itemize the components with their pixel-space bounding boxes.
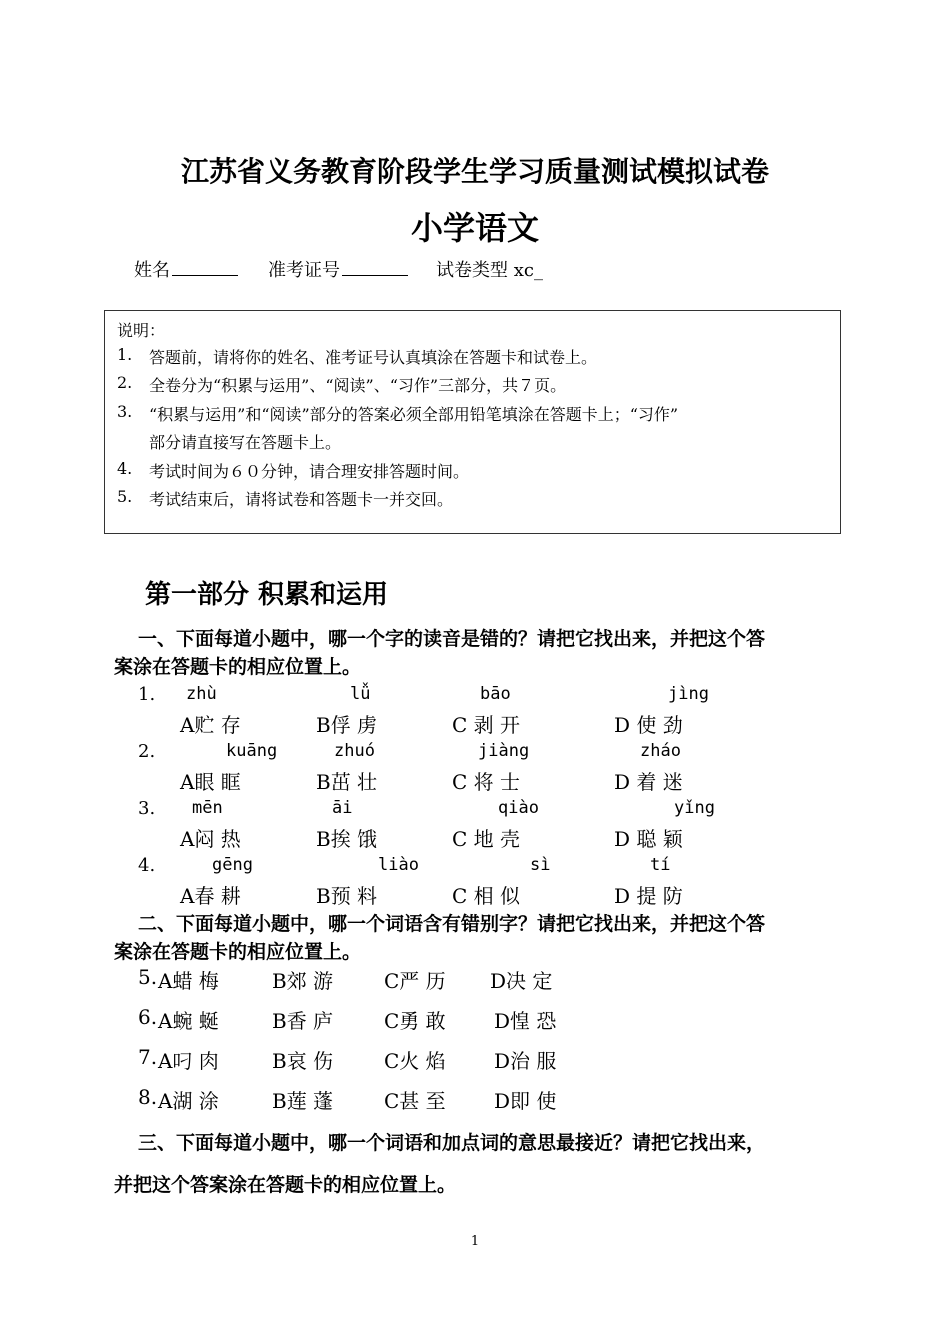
exam-subtitle: 小学语文: [410, 209, 539, 247]
question-number: 5.: [138, 965, 158, 989]
answer-option: D治 服: [494, 1049, 557, 1073]
answer-option: D 提 防: [614, 884, 683, 908]
answer-option: B郊 游: [272, 969, 334, 993]
answer-option: C 地 壳: [452, 827, 521, 851]
answer-option: C火 焰: [384, 1049, 446, 1073]
page-number: 1: [470, 1234, 480, 1249]
answer-option: C甚 至: [384, 1089, 446, 1113]
answer-option: B茁 壮: [316, 770, 378, 794]
pinyin: lǚ: [350, 684, 371, 704]
question-number: 6.: [138, 1005, 158, 1029]
pinyin: liào: [378, 855, 419, 875]
paper-type-field: [436, 256, 543, 282]
question-number: 1.: [138, 684, 156, 705]
name-label: 姓名: [134, 260, 170, 281]
instruction-text: “积累与运用”和“阅读”部分的答案必须全部用铅笔填涂在答题卡上；“习作”: [149, 405, 679, 424]
paper-type-label: 试卷类型 xc_: [436, 260, 543, 281]
answer-option: B挨 饿: [316, 827, 378, 851]
question-heading: 三、下面每道小题中，哪一个词语和加点词的意思最接近？请把它找出来，: [138, 1132, 766, 1154]
question-number: 3.: [138, 798, 156, 819]
exam-id-field: [268, 256, 408, 282]
answer-option: B哀 伤: [272, 1049, 334, 1073]
question-heading: 案涂在答题卡的相应位置上。: [114, 656, 362, 678]
question-heading: 并把这个答案涂在答题卡的相应位置上。: [114, 1174, 457, 1196]
answer-option: A闷 热: [180, 827, 241, 851]
instruction-number: 2.: [117, 373, 133, 392]
instruction-text: 答题前，请将你的姓名、准考证号认真填涂在答题卡和试卷上。: [149, 348, 598, 367]
exam-id-blank: [342, 259, 408, 276]
answer-option: A蜡 梅: [158, 969, 219, 993]
pinyin: āi: [332, 798, 353, 818]
pinyin: yǐng: [674, 798, 715, 818]
answer-option: C严 历: [384, 969, 446, 993]
answer-option: C 剥 开: [452, 713, 521, 737]
pinyin: jiàng: [478, 741, 530, 761]
answer-option: C勇 敢: [384, 1009, 446, 1033]
question-heading: 二、下面每道小题中，哪一个词语含有错别字？请把它找出来，并把这个答: [138, 913, 766, 935]
instruction-text: 全卷分为“积累与运用”、“阅读”、“习作”三部分，共７页。: [149, 376, 567, 395]
answer-option: D 聪 颖: [614, 827, 683, 851]
pinyin: zhù: [186, 684, 217, 704]
answer-option: D惶 恐: [494, 1009, 557, 1033]
pinyin: jìng: [668, 684, 709, 704]
pinyin: zhuó: [334, 741, 375, 761]
pinyin: zháo: [640, 741, 681, 761]
instruction-number: 4.: [117, 459, 133, 478]
answer-option: D 使 劲: [614, 713, 683, 737]
answer-option: D决 定: [490, 969, 553, 993]
instructions-heading: 说明：: [117, 321, 166, 340]
answer-option: D即 使: [494, 1089, 557, 1113]
answer-option: A春 耕: [180, 884, 241, 908]
question-number: 8.: [138, 1085, 158, 1109]
instructions-box: [104, 310, 841, 534]
exam-id-label: 准考证号: [268, 260, 340, 281]
instruction-number: 5.: [117, 487, 133, 506]
answer-option: C 相 似: [452, 884, 521, 908]
section-title: 第一部分 积累和运用: [145, 580, 389, 610]
pinyin: gēng: [212, 855, 253, 875]
answer-option: B预 料: [316, 884, 378, 908]
pinyin: mēn: [192, 798, 223, 818]
name-field: [134, 256, 238, 282]
question-heading: 案涂在答题卡的相应位置上。: [114, 941, 362, 963]
question-number: 7.: [138, 1045, 158, 1069]
answer-option: B俘 虏: [316, 713, 378, 737]
instruction-text: 部分请直接写在答题卡上。: [149, 433, 342, 452]
answer-option: A湖 涂: [158, 1089, 219, 1113]
instruction-text: 考试结束后，请将试卷和答题卡一并交回。: [149, 490, 454, 509]
answer-option: A贮 存: [180, 713, 241, 737]
exam-title: 江苏省义务教育阶段学生学习质量测试模拟试卷: [180, 155, 769, 188]
instruction-text: 考试时间为６０分钟，请合理安排答题时间。: [149, 462, 470, 481]
pinyin: bāo: [480, 684, 511, 704]
answer-option: B香 庐: [272, 1009, 334, 1033]
pinyin: kuāng: [226, 741, 278, 761]
pinyin: tí: [650, 855, 671, 875]
answer-option: D 着 迷: [614, 770, 683, 794]
question-heading: 一、下面每道小题中，哪一个字的读音是错的？请把它找出来，并把这个答: [138, 628, 766, 650]
question-number: 4.: [138, 855, 156, 876]
pinyin: sì: [530, 855, 551, 875]
pinyin: qiào: [498, 798, 539, 818]
name-blank: [172, 259, 238, 276]
answer-option: A眼 眶: [180, 770, 241, 794]
answer-option: A蜿 蜒: [158, 1009, 219, 1033]
answer-option: B莲 蓬: [272, 1089, 334, 1113]
instruction-number: 1.: [117, 345, 133, 364]
instruction-number: 3.: [117, 402, 133, 421]
question-number: 2.: [138, 741, 156, 762]
answer-option: C 将 士: [452, 770, 521, 794]
answer-option: A叼 肉: [158, 1049, 219, 1073]
